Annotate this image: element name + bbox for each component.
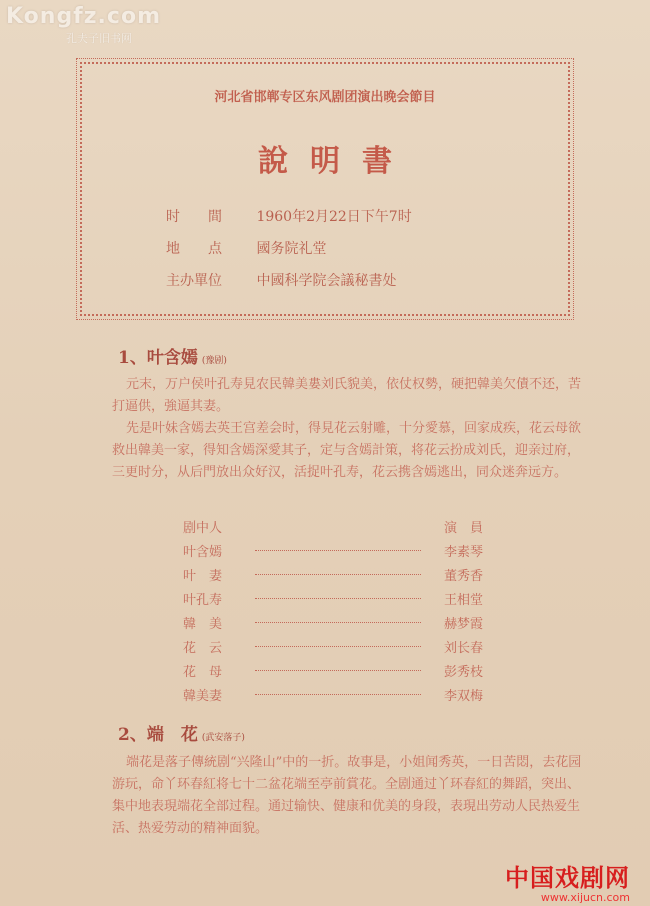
- cast-row: [183, 634, 483, 658]
- host-value: 中國科学院会議秘書处: [256, 273, 397, 289]
- cast-role: 韓美妻: [183, 689, 223, 704]
- watermark-bottom-brand: 中国戏剧网: [505, 864, 630, 892]
- place-label: 地 点: [166, 241, 222, 257]
- cast-role: 花 母: [183, 665, 223, 680]
- section2-tag: (武安落子): [201, 733, 245, 743]
- section1-para2: 先是叶妹含嫣去英王宫差会时，得見花云射雕，十分愛慕，回家成疾，花云母欲救出韓美一家，得知含嫣深愛其子，定与含嫣計策，将花云扮成刘氏，迎亲过府，三更时分，从后門放出众好汉，活捉叶孔寿，花云携含嫣逃出，同众迷奔远方。: [112, 421, 582, 480]
- cast-role: 叶含嫣: [183, 545, 223, 560]
- section1-title-text: 1、叶含嫣: [118, 348, 198, 368]
- place-value: 國务院礼堂: [256, 241, 327, 257]
- cast-row: [183, 658, 483, 682]
- host-line: [166, 270, 396, 290]
- xijucn-watermark: [505, 858, 630, 904]
- cast-header: [183, 514, 483, 538]
- time-value: 1960年2月22日下午7时: [256, 209, 412, 225]
- cast-actor: 彭秀枝: [443, 665, 483, 680]
- section1-tag: (豫剧): [201, 356, 227, 366]
- section2-title-text: 2、端 花: [118, 725, 198, 745]
- cast-actor: 李素琴: [443, 545, 483, 560]
- cast-role: 叶 妻: [183, 569, 223, 584]
- cast-role: 花 云: [183, 641, 223, 656]
- section1-para1: 元末，万户侯叶孔寿見农民韓美婁刘氏貌美，依仗权勢，硬把韓美欠債不还，苦打逼供，強逼其妻。: [112, 377, 582, 414]
- cast-row: [183, 682, 483, 706]
- watermark-sub: 孔夫子旧书网: [66, 32, 132, 45]
- cast-row: [183, 538, 483, 562]
- place-line: [166, 238, 326, 258]
- time-line: [166, 206, 412, 226]
- kongfz-watermark: [6, 4, 161, 45]
- time-label: 时 間: [166, 209, 222, 225]
- cast-actor: 王相堂: [443, 593, 483, 608]
- cast-actor: 刘长春: [443, 641, 483, 656]
- cast-actor: 赫梦霞: [443, 617, 483, 632]
- section2-title: [118, 720, 245, 745]
- cast-row: [183, 586, 483, 610]
- cast-header-actor: 演 員: [443, 521, 483, 536]
- section2-para1: 端花是落子傳統剧“兴隆山”中的一折。故事是，小姐闻秀英，一日苦悶，去花园游玩，命丫环春紅将七十二盆花端至亭前賞花。全剧通过丫环春紅的舞蹈，突出、集中地表現端花全部过程。通过输快、健康和优美的身段，表現出劳动人民热爱生活、热爱劳动的精神面貌。: [112, 755, 582, 836]
- cast-row: [183, 562, 483, 586]
- watermark-brand: Kongfz.com: [6, 4, 161, 29]
- cast-actor: 董秀香: [443, 569, 483, 584]
- cast-header-role: 剧中人: [183, 521, 223, 536]
- cast-role: 韓 美: [183, 617, 223, 632]
- cast-role: 叶孔寿: [183, 593, 223, 608]
- program-subtitle: 河北省邯郸专区东风剧团演出晚会節目: [214, 90, 436, 105]
- header-box: [80, 62, 570, 316]
- cast-list: [183, 514, 483, 706]
- program-title: 說明書: [258, 144, 414, 179]
- section1-title: [118, 343, 227, 368]
- cast-row: [183, 610, 483, 634]
- cast-actor: 李双梅: [443, 689, 483, 704]
- watermark-bottom-url: www.xijucn.com: [540, 891, 630, 904]
- host-label: 主办單位: [166, 273, 222, 289]
